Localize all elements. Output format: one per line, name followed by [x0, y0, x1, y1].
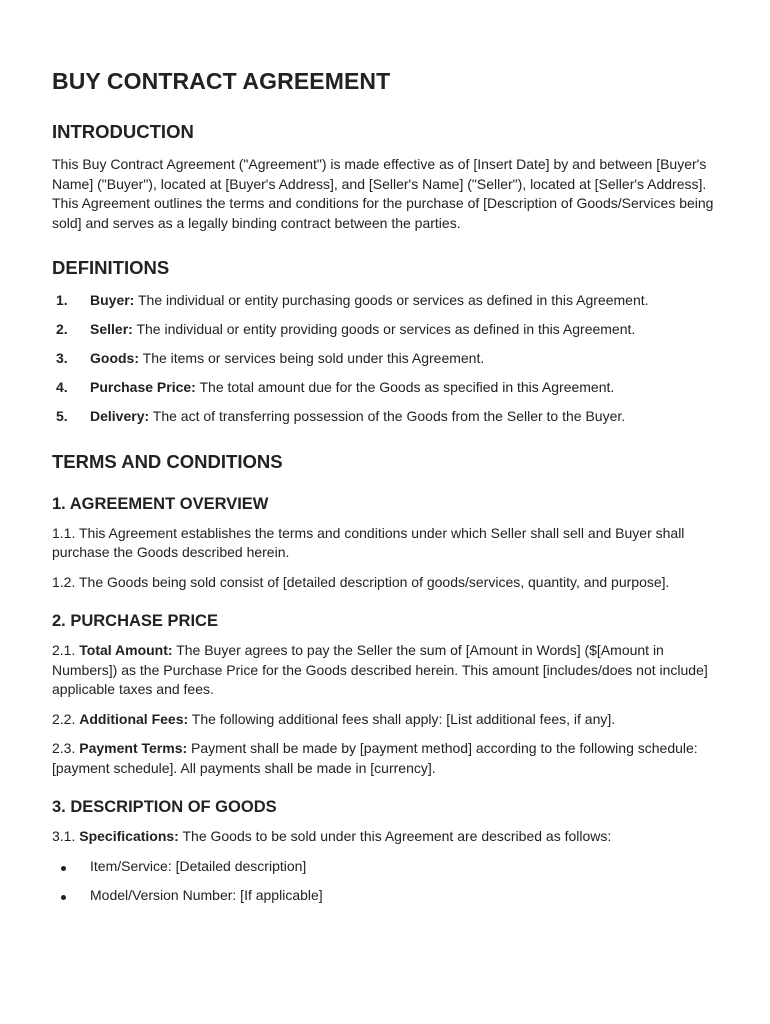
- definition-number: 5.: [56, 408, 68, 424]
- clause-3-1: [52, 827, 718, 847]
- clause-text: The Buyer agrees to pay the Seller the sum of [Amount in Words] ($[Amount in Numbers]) as the Purchase Price for the Goods described herein. This amount [includes/does not include] applicable taxes and fees.: [52, 642, 708, 697]
- clause-prefix: 2.2.: [52, 710, 80, 727]
- definition-text: The individual or entity purchasing goods or services as defined in this Agreement.: [134, 292, 649, 308]
- clause-term: Payment Terms:: [79, 740, 188, 756]
- definition-text: The individual or entity providing goods or services as defined in this Agreement.: [132, 321, 636, 337]
- definition-item: [52, 378, 718, 398]
- definitions-heading: DEFINITIONS: [52, 257, 170, 278]
- definition-number: 2.: [56, 321, 68, 337]
- clause-term: Additional Fees:: [79, 710, 189, 727]
- purchase-price-heading: 2. PURCHASE PRICE: [52, 612, 218, 630]
- bullet-icon: [61, 895, 66, 900]
- clause-text: The following additional fees shall apply: [List additional fees, if any].: [188, 710, 616, 727]
- introduction-paragraph: This Buy Contract Agreement ("Agreement") is made effective as of [Insert Date] by and between [Buyer's Name] ("Buyer"), located at [Buyer's Address], and [Seller's Name] ("Seller"), located at [Seller's Address]. This Agreement outlines the terms and conditions for the purchase of [Description of Goods/Services being sold] and serves as a legally binding contract between the parties.: [52, 156, 714, 231]
- document-title: BUY CONTRACT AGREEMENT: [52, 68, 391, 94]
- terms-heading: TERMS AND CONDITIONS: [52, 450, 283, 472]
- definition-term: Buyer:: [90, 292, 135, 308]
- definition-number: 4.: [56, 379, 68, 395]
- definition-item: [52, 349, 718, 369]
- clause-prefix: 2.3.: [52, 740, 80, 756]
- definition-term: Seller:: [90, 321, 133, 337]
- definition-text: The total amount due for the Goods as specified in this Agreement.: [195, 379, 615, 395]
- agreement-overview-heading: 1. AGREEMENT OVERVIEW: [52, 494, 269, 513]
- definition-term: Purchase Price:: [90, 379, 196, 395]
- definition-item: [52, 291, 718, 311]
- bullet-text: Model/Version Number: [If applicable]: [90, 887, 323, 903]
- clause-prefix: 2.1.: [52, 642, 80, 658]
- definition-number: 1.: [56, 292, 68, 308]
- definition-text: The act of transferring possession of the Goods from the Seller to the Buyer.: [149, 408, 626, 424]
- clause-term: Total Amount:: [79, 642, 173, 658]
- definition-item: [52, 407, 718, 427]
- introduction-heading: INTRODUCTION: [52, 121, 194, 142]
- definition-term: Delivery:: [90, 408, 150, 424]
- clause-text: The Goods to be sold under this Agreement are described as follows:: [178, 828, 612, 844]
- definition-item: [52, 320, 718, 340]
- clause-2-1: [52, 641, 718, 700]
- definition-number: 3.: [56, 350, 68, 366]
- clause-2-3: [52, 739, 718, 778]
- bullet-icon: [61, 866, 66, 871]
- description-of-goods-heading: 3. DESCRIPTION OF GOODS: [52, 798, 277, 816]
- goods-bullet-list: [52, 857, 718, 906]
- clause-text: Payment shall be made by [payment method] according to the following schedule: [payment schedule]. All payments shall be made in [currency].: [52, 740, 698, 776]
- list-item: [52, 857, 718, 877]
- clause-1-1: 1.1. This Agreement establishes the terms and conditions under which Seller shall sell and Buyer shall purchase the Goods described herein.: [52, 524, 685, 560]
- clause-prefix: 3.1.: [52, 828, 80, 844]
- bullet-text: Item/Service: [Detailed description]: [90, 857, 307, 874]
- definitions-list: [52, 291, 718, 427]
- list-item: [52, 886, 718, 906]
- definition-text: The items or services being sold under this Agreement.: [139, 350, 485, 366]
- clause-term: Specifications:: [79, 828, 179, 844]
- definition-term: Goods:: [90, 350, 139, 366]
- clause-1-2: 1.2. The Goods being sold consist of [detailed description of goods/services, quantity, and purpose].: [52, 573, 670, 590]
- clause-2-2: [52, 710, 718, 730]
